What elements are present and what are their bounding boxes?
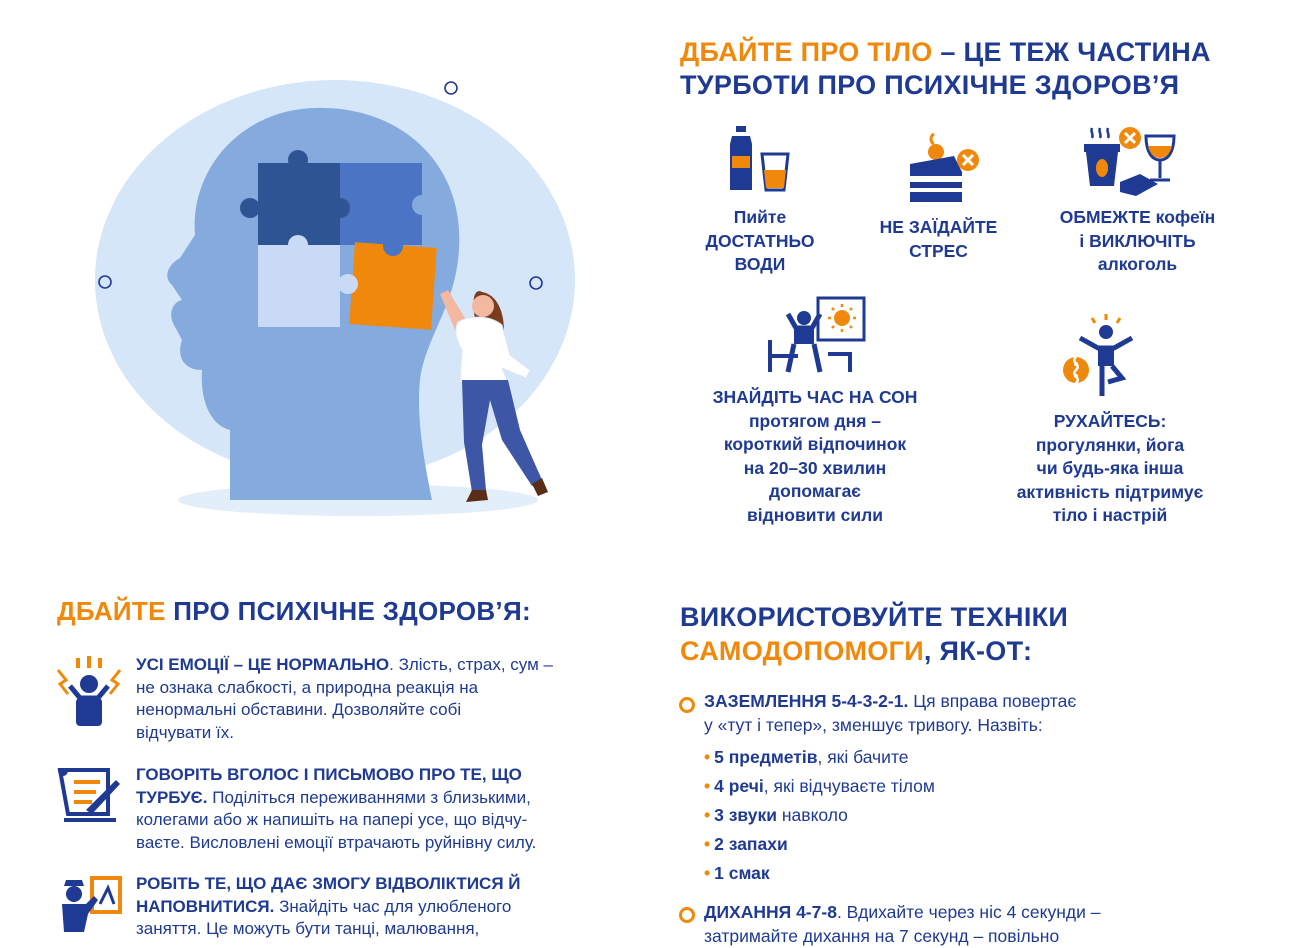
head-puzzle-illustration <box>90 70 590 530</box>
hobby-bold-1: РОБІТЬ ТЕ, ЩО ДАЄ ЗМОГУ ВІДВОЛІКТИСЯ Й <box>136 874 521 893</box>
grounding-line2: у «тут і тепер», зменшує тривогу. Назвіть: <box>704 714 1043 735</box>
tip-water-line-1: Пийте <box>733 207 787 227</box>
sense-see-rest: , які бачите <box>817 747 909 767</box>
hobby-bold-2: НАПОВНИТИСЯ. <box>136 896 275 916</box>
talk-bold-2: ТУРБУЄ. <box>136 787 208 807</box>
tip-sleep-line-3: короткий відпочинок <box>723 434 907 454</box>
mental-title-rest: ПРО ПСИХІЧНЕ ЗДОРОВ’Я: <box>165 596 531 626</box>
sense-item-hear: • 3 звуки навколо <box>704 805 848 825</box>
title-accent: ДБАЙТЕ ПРО ТІЛО <box>680 37 933 67</box>
tip-move-line-5: тіло і настрій <box>1052 505 1168 525</box>
hobby-rest-1: Знайдіть час для улюбленого <box>274 896 512 916</box>
tip-stress <box>866 216 1011 263</box>
sense-see-bold: 5 предметів <box>714 747 818 767</box>
emotions-line-2: не ознака слабкості, а природна реакція на <box>136 677 479 697</box>
sense-hear-rest: навколо <box>777 805 848 825</box>
title-rest-1: – ЦЕ ТЕЖ ЧАСТИНА <box>932 37 1211 67</box>
tip-sleep <box>690 386 940 527</box>
person-rest-sun-icon <box>764 296 868 374</box>
title-rest-2: ТУРБОТИ ПРО ПСИХІЧНЕ ЗДОРОВ’Я <box>680 70 1180 100</box>
tip-move-line-4: активність підтримує <box>1016 481 1204 502</box>
puzzle-piece-dark <box>258 163 340 245</box>
coffee-wine-no-icon <box>1080 126 1180 198</box>
grounding-technique <box>704 690 1264 737</box>
talk-line-2: колегами або ж напишіть на папері усе, що відчу- <box>136 810 528 829</box>
tip-move-line-1: РУХАЙТЕСЬ: <box>1053 411 1167 431</box>
tip-sleep-line-5: допомагає <box>769 481 861 501</box>
body-care-title <box>680 36 1260 102</box>
emotions-line-4: відчувати їх. <box>136 722 234 742</box>
sense-item-feel: • 4 речі, які відчуваєте тілом <box>704 776 935 796</box>
breathing-technique <box>704 901 1264 948</box>
tip-sleep-line-6: відновити сили <box>746 504 884 525</box>
tip-stress-line-1: НЕ ЗАЇДАЙТЕ <box>879 217 998 237</box>
tip-move-line-3: чи будь-яка інша <box>1036 458 1184 478</box>
scroll-quill-icon <box>56 766 124 824</box>
tip-caffeine-line-2: і ВИКЛЮЧІТЬ <box>1079 230 1196 251</box>
breathing-line2: затримайте дихання на 7 секунд – повільно <box>704 925 1060 946</box>
painter-icon <box>56 874 126 934</box>
tip-water-line-2: ДОСТАТНЬО <box>705 230 815 251</box>
water-bottle-glass-icon <box>726 126 790 194</box>
sense-taste-bold: 1 смак <box>714 863 770 883</box>
breathing-rest: . Вдихайте через ніс 4 секунди – <box>836 902 1101 922</box>
tip-sleep-line-2: протягом дня – <box>748 410 882 431</box>
mental-title-accent: ДБАЙТЕ <box>57 596 166 626</box>
sense-item-smell: • 2 запахи <box>704 834 788 854</box>
sense-feel-rest: , які відчуваєте тілом <box>763 776 935 796</box>
selfhelp-title <box>680 600 1240 668</box>
mental-item-emotions <box>136 654 616 744</box>
selfhelp-title-accent: САМОДОПОМОГИ <box>680 636 924 666</box>
sense-item-taste: • 1 смак <box>704 863 770 883</box>
cake-no-icon <box>906 128 982 204</box>
tip-sleep-line-4: на 20–30 хвилин <box>743 457 887 478</box>
mental-item-talk <box>136 764 616 854</box>
talk-bold-1: ГОВОРІТЬ ВГОЛОС І ПИСЬМОВО ПРО ТЕ, ЩО <box>136 765 522 784</box>
mental-health-title <box>57 596 531 627</box>
puzzle-piece-light <box>258 245 340 327</box>
tip-caffeine <box>1040 206 1235 277</box>
tip-water <box>690 206 830 277</box>
tip-caffeine-line-1: ОБМЕЖТЕ кофеїн <box>1059 207 1216 227</box>
sense-item-see: • 5 предметів, які бачите <box>704 747 909 767</box>
talk-line-3: ваєте. Висловлені емоції втрачають руйнівну силу. <box>136 832 537 852</box>
hobby-line-2: заняття. Це можуть бути танці, малювання, <box>136 919 480 938</box>
selfhelp-title-rest: , ЯК-ОТ: <box>923 636 1033 666</box>
puzzle-piece-mid <box>340 163 422 245</box>
sense-feel-bold: 4 речі <box>714 776 764 796</box>
talk-rest-1: Поділіться переживаннями з близькими, <box>207 787 531 807</box>
tip-sleep-line-1: ЗНАЙДІТЬ ЧАС НА СОН <box>712 387 918 407</box>
sense-hear-bold: 3 звуки <box>714 805 778 825</box>
tip-move-line-2: прогулянки, йога <box>1035 434 1185 455</box>
breathing-bullet-icon <box>679 907 695 923</box>
tip-caffeine-line-3: алкоголь <box>1097 254 1178 274</box>
tip-move <box>990 410 1230 528</box>
person-yoga-icon <box>1060 312 1140 398</box>
emotions-line-1: . Злість, страх, сум – <box>389 655 553 674</box>
sense-smell-bold: 2 запахи <box>714 834 788 854</box>
grounding-bold: ЗАЗЕМЛЕННЯ 5-4-3-2-1. <box>704 691 909 711</box>
tip-stress-line-2: СТРЕС <box>909 240 968 261</box>
emotions-line-3: ненормальні обставини. Дозволяйте собі <box>136 700 462 719</box>
breathing-bold: ДИХАННЯ 4-7-8 <box>704 902 837 922</box>
stressed-person-icon <box>56 656 122 728</box>
puzzle-pieces <box>240 150 437 330</box>
mental-item-hobby <box>136 873 616 941</box>
grounding-rest: Ця вправа повертає <box>908 691 1077 711</box>
grounding-bullet-icon <box>679 697 695 713</box>
emotions-bold: УСІ ЕМОЦІЇ – ЦЕ НОРМАЛЬНО <box>136 655 390 674</box>
tip-water-line-3: ВОДИ <box>734 254 786 274</box>
selfhelp-title-line1: ВИКОРИСТОВУЙТЕ ТЕХНІКИ <box>680 602 1069 632</box>
